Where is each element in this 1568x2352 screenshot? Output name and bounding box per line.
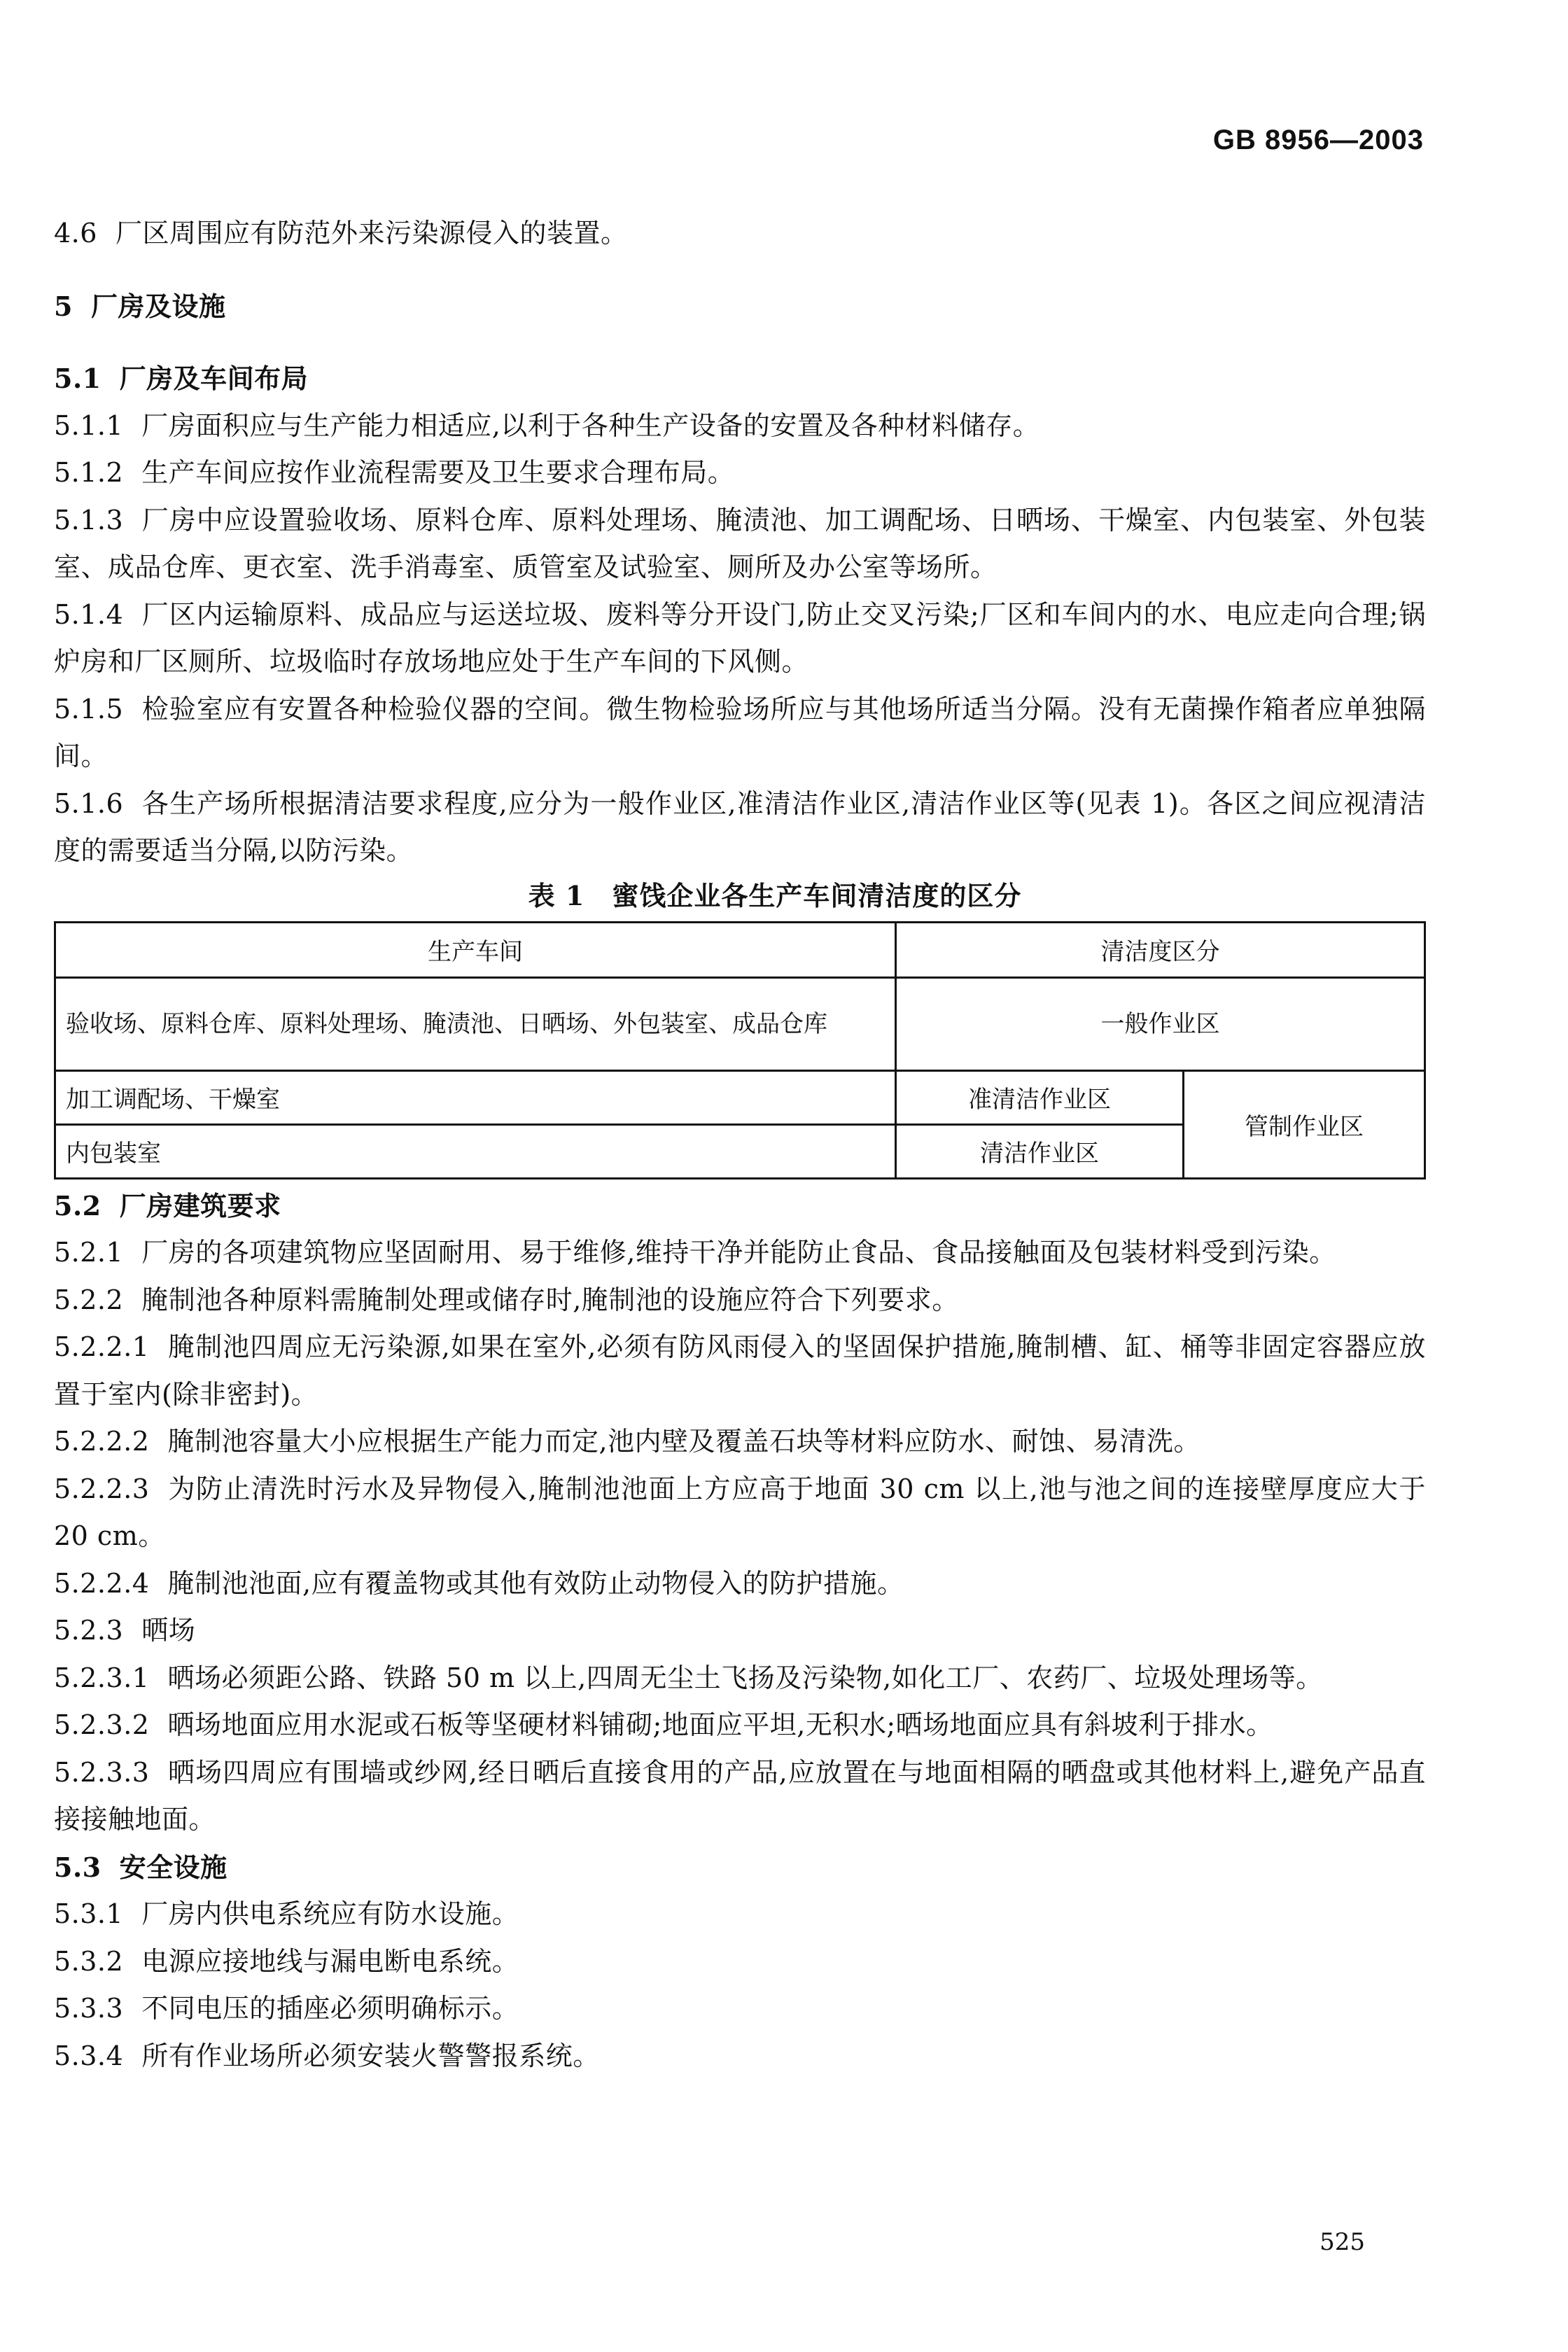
paragraph-p5233 <box>54 1749 1426 1844</box>
table-caption: 表 1 蜜饯企业各生产车间清洁度的区分 <box>528 879 1022 911</box>
paragraph-p51 <box>54 355 1426 402</box>
paragraph-p5 <box>54 283 1426 330</box>
row1-workshop: 验收场、原料仓库、原料处理场、腌渍池、日晒场、外包装室、成品仓库 <box>55 977 896 1070</box>
controlled-zone: 管制作业区 <box>1184 1070 1425 1178</box>
section-number: 5.1.5 <box>54 693 124 724</box>
paragraph-p531 <box>54 1891 1426 1938</box>
section-number: 5.2.3.1 <box>54 1662 150 1693</box>
paragraph-p534 <box>54 2033 1426 2080</box>
paragraph-p523 <box>54 1607 1426 1655</box>
paragraph-p521 <box>54 1229 1426 1277</box>
paragraph-p53 <box>54 1844 1426 1891</box>
section-text: 腌制池四周应无污染源,如果在室外,必须有防风雨侵入的坚固保护措施,腌制槽、缸、桶等非固定容器应放置于室内(除非密封)。 <box>54 1331 1426 1410</box>
section-text: 腌制池各种原料需腌制处理或储存时,腌制池的设施应符合下列要求。 <box>141 1284 959 1315</box>
paragraph-p5221 <box>54 1324 1426 1418</box>
section-text: 电源应接地线与漏电断电系统。 <box>141 1945 519 1977</box>
paragraph-p5224 <box>54 1560 1426 1608</box>
table-header-row <box>55 922 1425 977</box>
section-text: 检验室应有安置各种检验仪器的空间。微生物检验场所应与其他场所适当分隔。没有无菌操作箱者应单独隔间。 <box>54 693 1426 771</box>
section-number: 5.2.1 <box>54 1237 124 1268</box>
page-number: 525 <box>1320 2228 1365 2256</box>
section-text: 晒场地面应用水泥或石板等坚硬材料铺砌;地面应平坦,无积水;晒场地面应具有斜坡利于排水。 <box>167 1709 1273 1740</box>
section-text: 为防止清洗时污水及异物侵入,腌制池池面上方应高于地面 30 cm 以上,池与池之间的连接壁厚度应大于 20 cm。 <box>54 1473 1426 1551</box>
section-number: 5.2.2.1 <box>54 1331 150 1362</box>
row2-workshop: 加工调配场、干燥室 <box>55 1070 896 1124</box>
section-number: 5.2.3.3 <box>54 1756 150 1788</box>
section-text: 腌制池池面,应有覆盖物或其他有效防止动物侵入的防护措施。 <box>167 1567 904 1599</box>
paragraph-p511 <box>54 402 1426 450</box>
section-number: 5.2.2.2 <box>54 1426 150 1457</box>
section-text: 腌制池容量大小应根据生产能力而定,池内壁及覆盖石块等材料应防水、耐蚀、易清洗。 <box>167 1426 1201 1457</box>
section-text: 厂房中应设置验收场、原料仓库、原料处理场、腌渍池、加工调配场、日晒场、干燥室、内包装室、外包装室、成品仓库、更衣室、洗手消毒室、质管室及试验室、厕所及办公室等场所。 <box>54 504 1426 582</box>
section-number: 5.3.1 <box>54 1898 124 1929</box>
section-number: 5.2.3.2 <box>54 1709 150 1740</box>
paragraph-p5231 <box>54 1655 1426 1702</box>
paragraph-p46 <box>54 210 1426 258</box>
row2-class: 准清洁作业区 <box>896 1070 1184 1124</box>
paragraph-p512 <box>54 449 1426 497</box>
cleanliness-table <box>54 921 1426 1180</box>
section-number: 5.2.2.3 <box>54 1473 150 1504</box>
section-text: 厂房建筑要求 <box>119 1189 281 1222</box>
paragraph-p532 <box>54 1938 1426 1986</box>
section-number: 5.1 <box>54 363 102 394</box>
section-text: 不同电压的插座必须明确标示。 <box>141 1993 519 2024</box>
section-number: 5.2.3 <box>54 1615 124 1646</box>
section-number: 5.1.2 <box>54 457 124 488</box>
section-text: 厂房的各项建筑物应坚固耐用、易于维修,维持干净并能防止食品、食品接触面及包装材料受到污染。 <box>141 1237 1336 1268</box>
section-number: 5.1.6 <box>54 788 124 819</box>
row3-workshop: 内包装室 <box>55 1124 896 1178</box>
row1-class: 一般作业区 <box>896 977 1425 1070</box>
paragraph-p516 <box>54 780 1426 875</box>
sections-bottom <box>54 1182 1426 2080</box>
section-number: 5.3.4 <box>54 2040 124 2071</box>
sections-top <box>54 210 1426 875</box>
paragraph-p514 <box>54 592 1426 686</box>
section-text: 厂房面积应与生产能力相适应,以利于各种生产设备的安置及各种材料储存。 <box>141 410 1040 441</box>
header-class: 清洁度区分 <box>896 922 1425 977</box>
section-text: 晒场必须距公路、铁路 50 m 以上,四周无尘土飞扬及污染物,如化工厂、农药厂、垃圾处理场等。 <box>167 1662 1323 1693</box>
paragraph-p522 <box>54 1277 1426 1324</box>
section-text: 厂房及车间布局 <box>119 363 309 394</box>
section-number: 5.3.3 <box>54 1993 124 2024</box>
document-body <box>54 210 1426 2080</box>
section-number: 5.1.4 <box>54 598 124 630</box>
section-number: 5.2.2.4 <box>54 1567 150 1599</box>
paragraph-p533 <box>54 1985 1426 2033</box>
section-number: 5.2.2 <box>54 1284 124 1315</box>
standard-code: GB 8956—2003 <box>1212 125 1424 155</box>
section-text: 各生产场所根据清洁要求程度,应分为一般作业区,准清洁作业区,清洁作业区等(见表 1)。各区之间应视清洁度的需要适当分隔,以防污染。 <box>54 788 1426 866</box>
section-number: 5.1.1 <box>54 410 124 441</box>
section-number: 5.3.2 <box>54 1945 124 1977</box>
section-number: 4.6 <box>54 218 97 248</box>
table-row <box>55 1070 1425 1124</box>
section-text: 厂房及设施 <box>90 290 226 322</box>
paragraph-p513 <box>54 497 1426 592</box>
section-number: 5.2 <box>54 1189 102 1222</box>
section-text: 生产车间应按作业流程需要及卫生要求合理布局。 <box>141 457 735 488</box>
paragraph-p5223 <box>54 1466 1426 1560</box>
section-text: 安全设施 <box>119 1851 227 1883</box>
paragraph-p515 <box>54 686 1426 780</box>
section-number: 5.3 <box>54 1851 102 1883</box>
header-workshop: 生产车间 <box>55 922 896 977</box>
paragraph-p5222 <box>54 1418 1426 1466</box>
section-text: 厂区内运输原料、成品应与运送垃圾、废料等分开设门,防止交叉污染;厂区和车间内的水、电应走向合理;锅炉房和厂区厕所、垃圾临时存放场地应处于生产车间的下风侧。 <box>54 598 1426 677</box>
section-number: 5 <box>54 290 73 322</box>
section-text: 厂区周围应有防范外来污染源侵入的装置。 <box>115 218 628 248</box>
paragraph-p52 <box>54 1182 1426 1230</box>
section-text: 所有作业场所必须安装火警警报系统。 <box>141 2040 600 2071</box>
section-number: 5.1.3 <box>54 504 124 536</box>
section-text: 厂房内供电系统应有防水设施。 <box>141 1898 519 1929</box>
section-text: 晒场 <box>141 1615 196 1646</box>
row3-class: 清洁作业区 <box>896 1124 1184 1178</box>
section-text: 晒场四周应有围墙或纱网,经日晒后直接食用的产品,应放置在与地面相隔的晒盘或其他材料上,避免产品直接接触地面。 <box>54 1756 1426 1835</box>
table-row <box>55 977 1425 1070</box>
paragraph-p5232 <box>54 1702 1426 1749</box>
